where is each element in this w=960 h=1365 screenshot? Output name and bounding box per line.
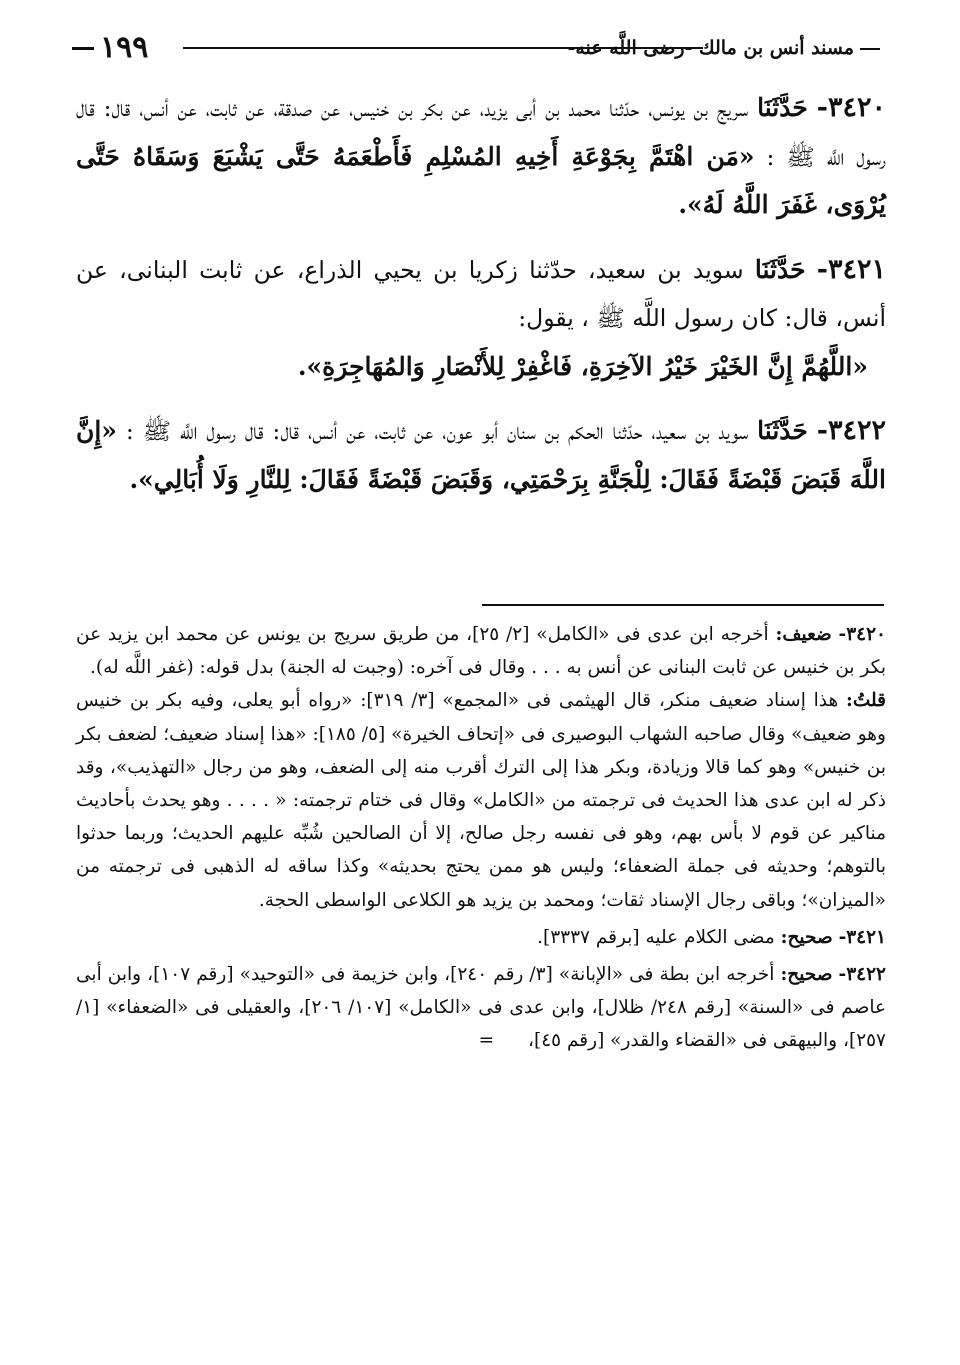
hadith-quote: «مَن اهْتَمَّ بِجَوْعَةِ أَخِيهِ المُسْلِمِ فَأَطْعَمَهُ حَتَّى يَشْبَعَ وَسَقَاهُ حَتَّى يُرْوَى، غَفَرَ اللَّهُ لَهُ».	[76, 141, 886, 219]
main-text	[76, 84, 886, 520]
footnote-number: ٣٤٢٢-	[838, 964, 886, 986]
header-dash-left	[72, 47, 94, 50]
footnote-3420	[76, 618, 886, 917]
hadith-3422	[76, 407, 886, 504]
hadith-chain: سريج بن يونس، حدّثنا محمد بن أبى يزيد، عن بكر بن خنيس، عن صدقة، عن ثابت، عن أنس، قال: قال رسول اللَّه ﷺ :	[76, 94, 886, 171]
footnote-qul-text: هذا إسناد ضعيف منكر، قال الهيثمى فى «المجمع» [٣/ ٣١٩]: «رواه أبو يعلى، وفيه بكر بن خنيس وهو ضعيف» وقال صاحبه الشهاب البوصيرى فى «إتحاف الخيرة» [٥/ ١٨٥]: «هذا إسناد ضعيف؛ لضعف بكر بن خنيس» وهو كما قالا وزيادة، وبكر هذا إلى الترك أقرب منه إلى الضعف، وهو من رجال «التهذيب»، وقد ذكر له ابن عدى هذا الحديث فى ترجمته من «الكامل» وقال فى ختام ترجمته: « . . . . وهو يحدث بأحاديث مناكير عن قوم لا بأس بهم، وهو فى نفسه رجل صالح، إلا أن الصالحين شُبِّه عليهم الحديث؛ وربما حدثوا بالتوهم؛ وحديثه فى جملة الضعفاء؛ وليس هو ممن يحتج بحديثه» وكذا ساقه له الذهبى فى ترجمته من «الميزان»؛ وباقى رجال الإسناد ثقات؛ ومحمد بن يزيد هو الكلاعى الواسطى الحجة.	[76, 690, 886, 911]
hadith-number: ٣٤٢٠-	[816, 92, 886, 123]
footnotes	[76, 618, 886, 1062]
hadith-chain: سويد بن سعيد، حدّثنا الحكم بن سنان أبو عون، عن ثابت، عن أنس، قال: قال رسول اللَّه ﷺ :	[125, 417, 749, 445]
footnote-separator	[482, 604, 884, 606]
header-dash-right	[860, 48, 880, 50]
hadith-number: ٣٤٢١-	[816, 253, 886, 285]
hadith-3421	[76, 246, 886, 392]
header-title: مسند أنس بن مالك -رضى اللَّه عنه-	[567, 37, 854, 59]
footnote-grade: صحيح:	[780, 926, 833, 948]
hadith-3420	[76, 84, 886, 230]
hadith-quote: «اللَّهُمَّ إِنَّ الخَيْرَ خَيْرُ الآخِرَةِ، فَاغْفِرْ لِلأَنْصَارِ وَالمُهَاجِرَةِ».	[297, 351, 868, 381]
footnote-comment	[76, 684, 886, 916]
continuation-mark: =	[478, 1030, 495, 1052]
footnote-qul-label: قلتُ:	[846, 690, 886, 712]
footnote-text: أخرجه ابن عدى فى «الكامل» [٢/ ٢٥]، من طريق سريج بن يونس عن محمد ابن يزيد عن بكر بن خنيس عن ثابت البنانى عن أنس به . . . وقال فى آخره: (وجبت له الجنة) بدل قوله: (غفر اللَّه له).	[76, 624, 886, 679]
footnote-text: أخرجه ابن بطة فى «الإبانة» [٣/ رقم ٢٤٠]، وابن خزيمة فى «التوحيد» [رقم ١٠٧]، وابن أبى عاصم فى «السنة» [رقم ٢٤٨/ ظلال]، وابن عدى فى «الكامل» [١٠٧/ ٢٠٦]، والعقيلى فى «الضعفاء» [١/ ٢٥٧]، والبيهقى فى «القضاء والقدر» [رقم ٤٥]،	[76, 964, 886, 1052]
hadith-number: ٣٤٢٢-	[816, 415, 886, 446]
footnote-grade: ضعيف:	[775, 624, 832, 645]
hadith-chain: سويد بن سعيد، حدّثنا زكريا بن يحيي الذراع، عن ثابت البنانى، عن أنس، قال: كان رسول اللَّه ﷺ ، يقول:	[76, 255, 886, 332]
footnote-number: ٣٤٢٠-	[838, 624, 886, 645]
page-number: ١٩٩	[100, 30, 149, 65]
footnote-3421	[76, 921, 886, 954]
footnote-3422	[76, 958, 886, 1058]
footnote-number: ٣٤٢١-	[838, 926, 886, 948]
footnote-text: مضى الكلام عليه [برقم ٣٣٣٧].	[537, 926, 775, 948]
hadith-quote: «إِنَّ اللَّهَ قَبَضَ قَبْضَةً فَقَالَ: لِلْجَنَّةِ بِرَحْمَتِي، وَقَبَضَ قَبْضَةً فَقَالَ: لِلنَّارِ وَلَا أُبَالِي».	[76, 416, 886, 494]
hadith-opening: حَدَّثَنَا	[757, 93, 808, 122]
hadith-opening: حَدَّثَنَا	[757, 416, 808, 445]
footnote-grade: صحيح:	[780, 964, 833, 986]
hadith-opening: حَدَّثَنَا	[754, 254, 806, 284]
running-header	[78, 28, 880, 68]
